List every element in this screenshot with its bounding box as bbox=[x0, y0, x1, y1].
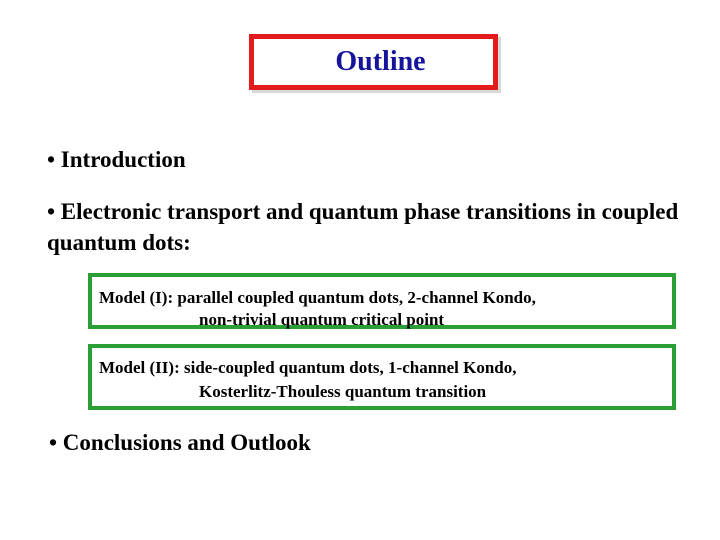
title-box bbox=[249, 34, 498, 90]
model-2-line1: Model (II): side-coupled quantum dots, 1-channel Kondo, bbox=[99, 358, 517, 377]
model-1-line1: Model (I): parallel coupled quantum dots, 2-channel Kondo, bbox=[99, 288, 536, 307]
bullet-conclusions: • Conclusions and Outlook bbox=[49, 430, 311, 455]
slide-title: Outline bbox=[335, 46, 426, 77]
bullet-electronic-transport: • Electronic transport and quantum phase transitions in coupled quantum dots: bbox=[47, 199, 679, 255]
model-2-box bbox=[88, 344, 676, 410]
model-1-box bbox=[88, 273, 676, 329]
model-1-line2: non-trivial quantum critical point bbox=[199, 310, 445, 329]
model-2-line2: Kosterlitz-Thouless quantum transition bbox=[199, 382, 487, 401]
bullet-introduction: • Introduction bbox=[47, 147, 186, 172]
